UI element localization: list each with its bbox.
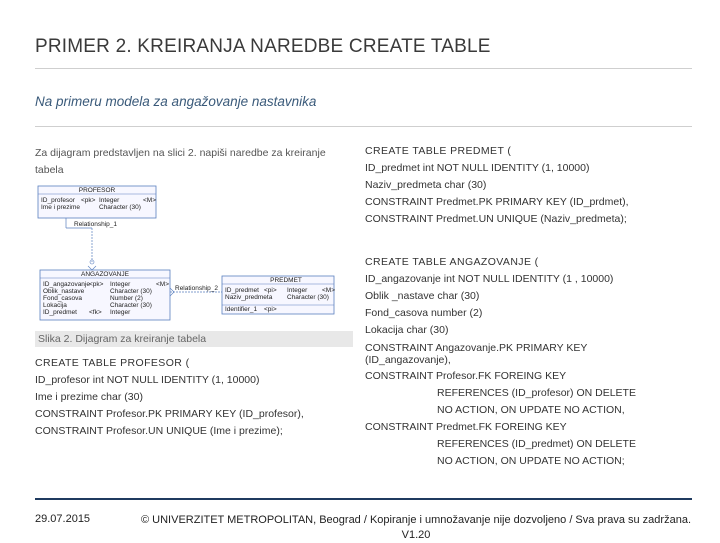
relationship-1 xyxy=(66,218,117,270)
angazovanje-attr-name: ID_predmet xyxy=(43,309,77,316)
entity-predmet xyxy=(222,276,335,314)
predmet-attr-type: Integer xyxy=(287,287,308,294)
angazovanje-attr-type: Integer xyxy=(110,281,131,288)
entity-angazovanje-name: ANGAZOVANJE xyxy=(81,271,129,278)
angazovanje-attr-name: Fond_casova xyxy=(43,295,83,302)
sql-line: REFERENCES (ID_profesor) ON DELETE xyxy=(437,387,636,399)
predmet-attr-key: <pi> xyxy=(264,287,277,294)
sql-line: CONSTRAINT Profesor.UN UNIQUE (Ime i prezime); xyxy=(35,425,283,437)
intro-text: Za dijagram predstavljen na slici 2. napiši naredbe za kreiranje tabela xyxy=(35,147,326,176)
sql-line: Lokacija char (30) xyxy=(365,324,449,336)
version-text: V1.20 xyxy=(401,529,431,541)
entity-profesor xyxy=(38,186,156,218)
sql-line: ID_profesor int NOT NULL IDENTITY (1, 10000) xyxy=(35,374,260,386)
angazovanje-attr-type: Number (2) xyxy=(110,295,143,302)
angazovanje-attr-name: Oblik_nastave xyxy=(43,288,85,295)
sql-line: NO ACTION, ON UPDATE NO ACTION, xyxy=(437,404,625,416)
sql-line: REFERENCES (ID_predmet) ON DELETE xyxy=(437,438,636,450)
profesor-attr-type: Integer xyxy=(99,197,120,204)
profesor-attr-type: Character (30) xyxy=(99,204,141,211)
sql-line: CREATE TABLE PROFESOR ( xyxy=(35,357,190,369)
sql-line: CREATE TABLE ANGAZOVANJE ( xyxy=(365,256,539,268)
profesor-attr-name: Ime i prezime xyxy=(41,204,81,211)
angazovanje-attr-type: Character (30) xyxy=(110,288,152,295)
sql-line: NO ACTION, ON UPDATE NO ACTION; xyxy=(437,455,625,467)
footer-date: 29.07.2015 xyxy=(35,513,91,525)
sql-line: CONSTRAINT Angazovanje.PK PRIMARY KEY xyxy=(365,342,588,354)
predmet-attr-name: Naziv_predmeta xyxy=(225,294,273,301)
predmet-attr-mand: <M> xyxy=(322,287,336,294)
predmet-sql xyxy=(365,143,629,228)
angazovanje-sql xyxy=(365,254,636,470)
sql-line: CONSTRAINT Predmet.UN UNIQUE (Naziv_predmeta); xyxy=(365,213,627,225)
predmet-attr-name: ID_predmet xyxy=(225,287,259,294)
sql-line: Oblik _nastave char (30) xyxy=(365,290,480,302)
angazovanje-attr-type: Integer xyxy=(110,309,131,316)
sql-line: (ID_angazovanje), xyxy=(365,354,451,366)
angazovanje-attr-name: ID_angazovanje xyxy=(43,281,90,288)
angazovanje-attr-type: Character (30) xyxy=(110,302,152,309)
predmet-identifier: Identifier_1 xyxy=(225,306,258,313)
predmet-identifier-key: <pi> xyxy=(264,306,277,313)
slide-subtitle: Na primeru modela za angažovanje nastavnika xyxy=(35,94,317,109)
sql-line: CONSTRAINT Predmet.FK FOREING KEY xyxy=(365,421,567,433)
entity-predmet-name: PREDMET xyxy=(270,277,302,284)
sql-line: CREATE TABLE PREDMET ( xyxy=(365,145,512,157)
copyright-text: © UNIVERZITET METROPOLITAN, Beograd / Kopiranje i umnožavanje nije dozvoljeno / Sva prava su zadržana. xyxy=(141,514,691,526)
angazovanje-attr-key: <fk> xyxy=(89,309,102,316)
sql-line: CONSTRAINT Profesor.FK FOREING KEY xyxy=(365,370,567,382)
profesor-sql xyxy=(35,355,304,440)
footer-divider xyxy=(35,498,692,500)
sql-line: ID_angazovanje int NOT NULL IDENTITY (1 , 10000) xyxy=(365,273,614,285)
footer-copyright xyxy=(140,513,692,543)
figure-caption: Slika 2. Dijagram za kreiranje tabela xyxy=(35,331,353,347)
sql-line: Naziv_predmeta char (30) xyxy=(365,179,487,191)
angazovanje-attr-key: <pk> xyxy=(89,281,104,288)
sql-line: ID_predmet int NOT NULL IDENTITY (1, 10000) xyxy=(365,162,590,174)
relationship-1-label: Relationship_1 xyxy=(74,221,118,228)
angazovanje-attr-name: Lokacija xyxy=(43,302,67,309)
sql-line: CONSTRAINT Profesor.PK PRIMARY KEY (ID_profesor), xyxy=(35,408,304,420)
slide-title: PRIMER 2. KREIRANJA NAREDBE CREATE TABLE xyxy=(35,36,491,57)
sql-line: CONSTRAINT Predmet.PK PRIMARY KEY (ID_prdmet), xyxy=(365,196,629,208)
predmet-attr-type: Character (30) xyxy=(287,294,329,301)
sql-line: Ime i prezime char (30) xyxy=(35,391,143,403)
relationship-2 xyxy=(170,285,222,296)
profesor-attr-mand: <M> xyxy=(143,197,157,204)
profesor-attr-key: <pk> xyxy=(81,197,96,204)
sql-line: Fond_casova number (2) xyxy=(365,307,483,319)
relationship-2-label: Relationship_2 xyxy=(175,285,219,292)
angazovanje-attr-mand: <M> xyxy=(156,281,170,288)
entity-angazovanje xyxy=(40,270,170,320)
entity-profesor-name: PROFESOR xyxy=(78,187,116,194)
profesor-attr-name: ID_profesor xyxy=(41,197,75,204)
